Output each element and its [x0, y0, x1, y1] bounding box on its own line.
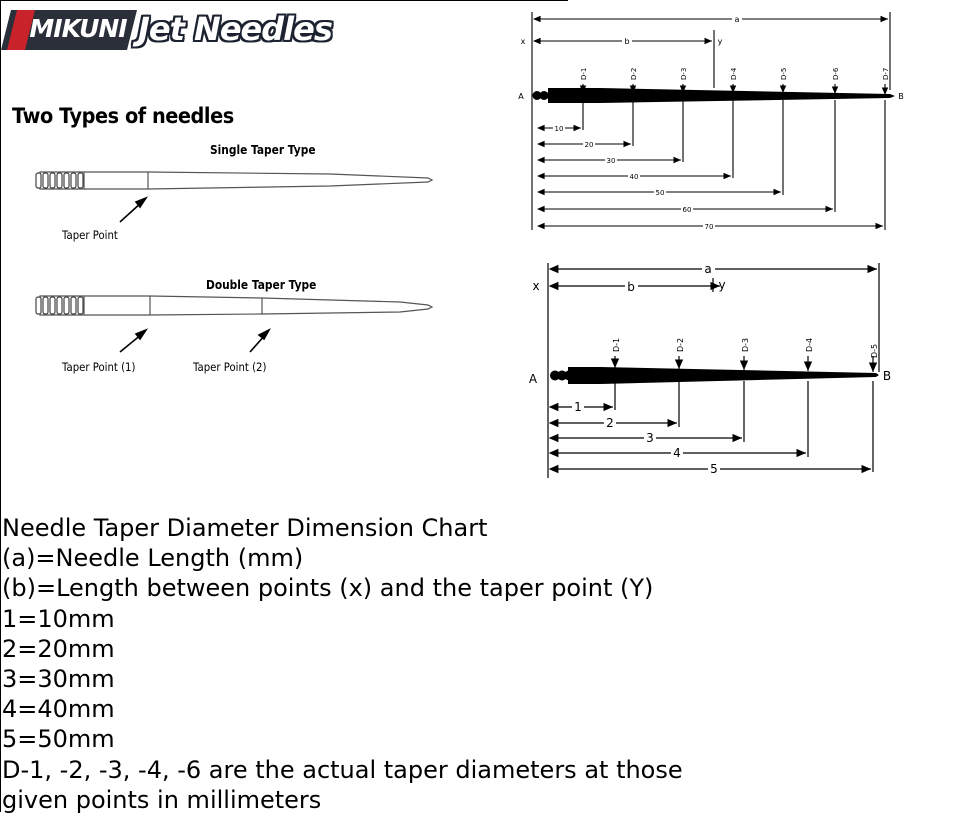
single-taper-label: Single Taper Type — [210, 142, 316, 157]
bottom-distance-5: 5 — [710, 462, 718, 476]
top-point-d2: D-2 — [630, 67, 638, 80]
description-block — [2, 513, 683, 815]
description-line: 1=10mm — [2, 604, 115, 633]
bottom-point-d5: D-5 — [870, 343, 879, 358]
top-a-label: a — [734, 15, 740, 24]
top-distance-60: 60 — [682, 206, 692, 214]
top-A-label: A — [518, 92, 524, 101]
bottom-a-label: a — [704, 262, 712, 276]
taper-point-1-label: Taper Point (1) — [62, 360, 136, 374]
top-point-d1: D-1 — [580, 67, 588, 80]
bottom-needle-clip-grooves — [550, 371, 588, 381]
description-line: (b)=Length between points (x) and the taper point (Y) — [2, 574, 654, 603]
description-line: 3=30mm — [2, 665, 115, 694]
description-line: D-1, -2, -3, -4, -6 are the actual taper diameters at those — [2, 755, 683, 784]
description-line: 5=50mm — [2, 725, 115, 754]
taper-point-label: Taper Point — [62, 228, 118, 242]
bottom-distance-1: 1 — [574, 400, 582, 414]
taper-point-2-label: Taper Point (2) — [193, 360, 267, 374]
bottom-point-d2: D-2 — [676, 337, 685, 352]
bottom-A-label: A — [528, 372, 538, 386]
top-point-d6: D-6 — [832, 67, 840, 80]
needle-types-heading: Two Types of needles — [12, 104, 234, 128]
bottom-point-d4: D-4 — [805, 337, 814, 352]
bottom-distance-4: 4 — [673, 446, 681, 460]
bottom-x-label: x — [532, 279, 540, 293]
bottom-point-d1: D-1 — [612, 337, 621, 352]
top-distance-40: 40 — [629, 173, 639, 181]
top-distance-50: 50 — [655, 189, 665, 197]
top-point-d5: D-5 — [780, 67, 788, 80]
bottom-distance-2: 2 — [606, 416, 614, 430]
bottom-b-label: b — [627, 280, 635, 294]
description-line: 4=40mm — [2, 695, 115, 724]
top-point-d7: D-7 — [882, 67, 890, 80]
top-distance-30: 30 — [606, 157, 616, 165]
description-line: 2=20mm — [2, 634, 115, 663]
description-line: Needle Taper Diameter Dimension Chart — [2, 514, 488, 542]
bottom-B-label: B — [882, 369, 892, 383]
double-taper-label: Double Taper Type — [206, 277, 317, 292]
description-line: given points in millimeters — [2, 785, 322, 814]
bottom-needle-body — [568, 367, 879, 384]
bottom-y-label: y — [718, 278, 726, 292]
top-distance-10: 10 — [554, 125, 564, 133]
bottom-point-d3: D-3 — [741, 337, 750, 352]
top-point-d4: D-4 — [730, 67, 738, 80]
description-line: (a)=Needle Length (mm) — [2, 544, 304, 573]
top-x-label: x — [520, 37, 526, 46]
top-B-label: B — [898, 92, 904, 101]
top-distance-20: 20 — [584, 141, 594, 149]
logo-brand-text: MIKUNI — [29, 14, 127, 43]
bottom-distance-3: 3 — [646, 431, 654, 445]
logo-title-text: Jet Needles — [138, 10, 332, 48]
top-distance-70: 70 — [704, 223, 714, 231]
top-y-label: y — [717, 37, 723, 46]
top-b-label: b — [624, 37, 630, 46]
top-point-d3: D-3 — [680, 67, 688, 80]
